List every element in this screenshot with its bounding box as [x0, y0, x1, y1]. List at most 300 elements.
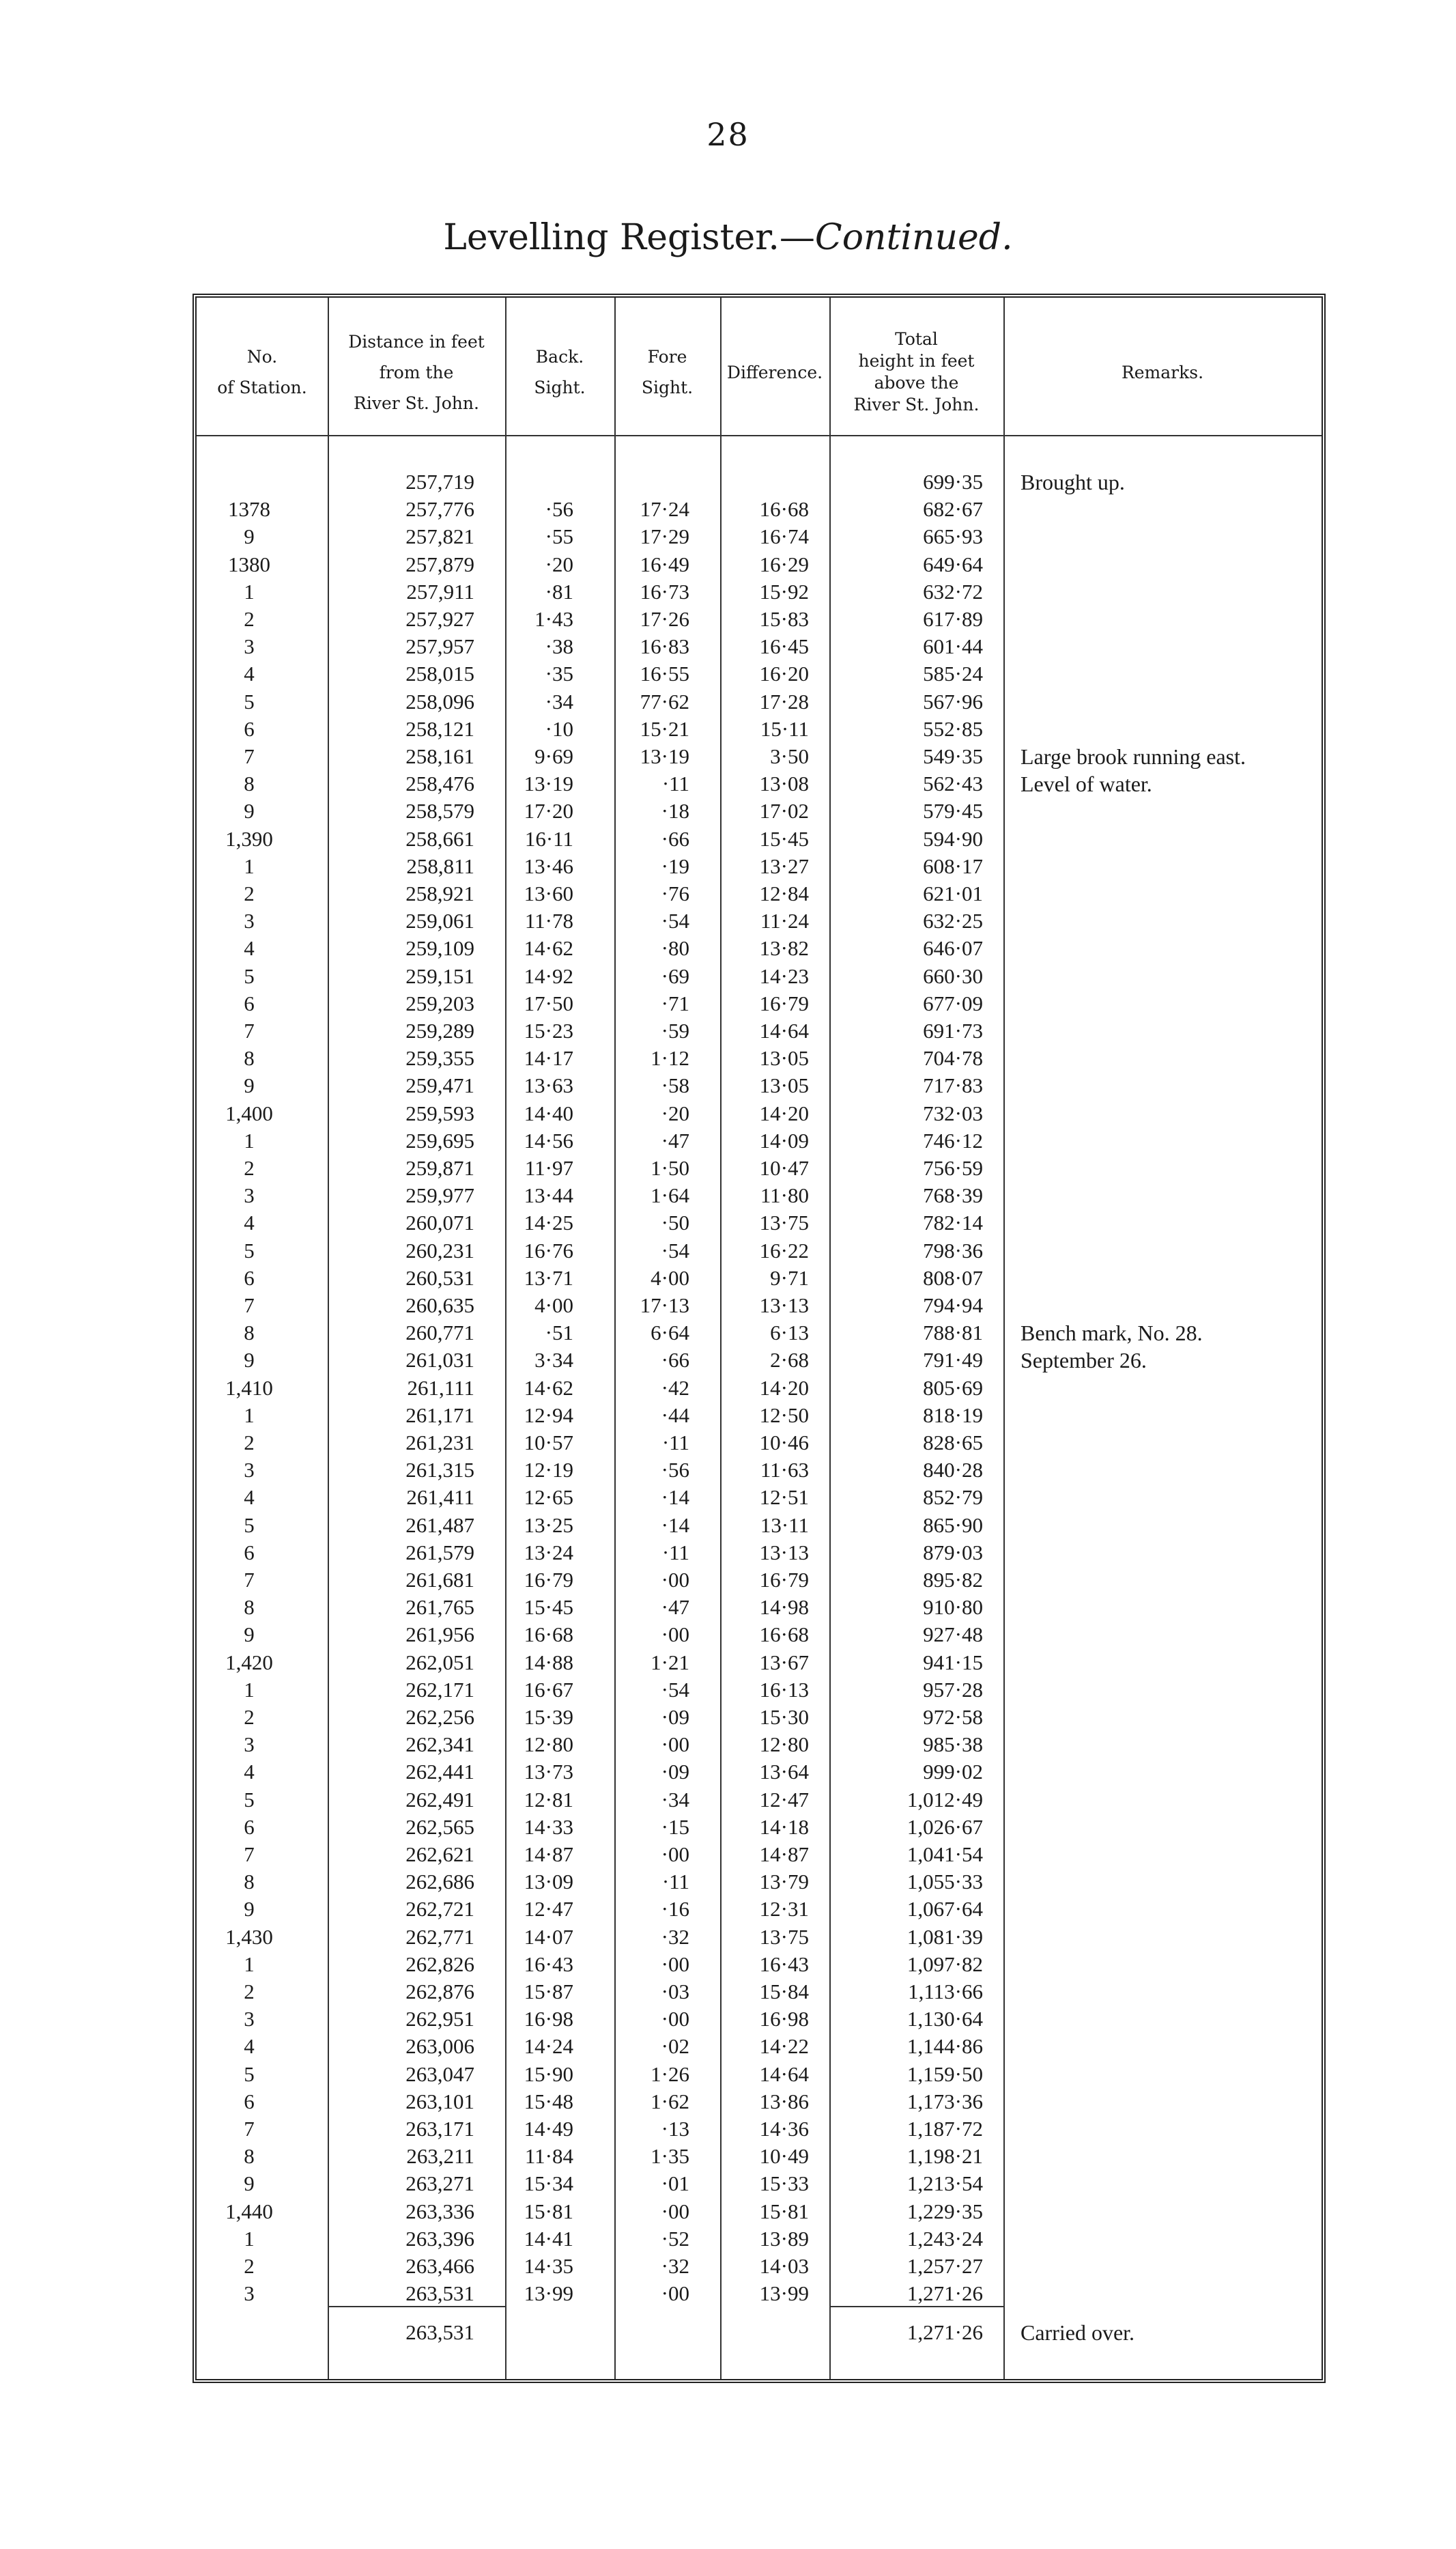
- station-no: 7: [244, 1019, 255, 1043]
- back-sight: 14·62: [524, 936, 573, 961]
- distance: 259,109: [405, 936, 474, 961]
- fore-sight: ·16: [661, 1897, 689, 1921]
- back-sight: 13·09: [524, 1870, 573, 1894]
- fore-sight: ·00: [661, 1568, 689, 1592]
- back-sight: ·56: [545, 497, 573, 522]
- fore-sight: ·44: [661, 1403, 689, 1427]
- header-fore-text: [642, 341, 693, 403]
- distance: 262,565: [405, 1814, 474, 1839]
- station-no: 1,430: [225, 1924, 273, 1949]
- back-sight: 15·90: [524, 2061, 573, 2086]
- distance: 262,491: [405, 1787, 474, 1812]
- back-sight: 14·62: [524, 1375, 573, 1400]
- station-no: 4: [244, 1211, 255, 1235]
- difference: 2·68: [770, 1348, 809, 1372]
- back-sight: 13·46: [524, 854, 573, 878]
- difference: 10·46: [759, 1431, 809, 1454]
- back-sight: 14·40: [524, 1101, 573, 1125]
- total-height: 791·49: [923, 1348, 983, 1372]
- station-no: 9: [244, 1073, 255, 1098]
- distance: 257,927: [405, 607, 474, 631]
- fore-sight: ·59: [661, 1019, 689, 1043]
- distance: 262,686: [405, 1870, 474, 1894]
- header-station-text: [217, 341, 306, 403]
- station-no: 9: [244, 1622, 255, 1647]
- header-line: River St. John.: [853, 395, 980, 414]
- fore-sight: ·00: [661, 1732, 689, 1757]
- distance: 262,951: [405, 2007, 474, 2031]
- total-height: 1,055·33: [907, 1870, 983, 1894]
- distance: 258,661: [405, 826, 474, 851]
- total-height: 865·90: [923, 1512, 983, 1537]
- total-height: 1,130·64: [907, 2007, 983, 2031]
- station-no: 6: [244, 716, 255, 741]
- back-sight: 16·11: [524, 826, 573, 851]
- fore-sight: 17·24: [640, 497, 689, 522]
- station-no: 5: [244, 1787, 255, 1812]
- total-height: 621·01: [923, 882, 983, 905]
- total-height: 818·19: [923, 1403, 983, 1427]
- header-remarks-text: [1122, 357, 1203, 388]
- header-difference: [720, 311, 829, 434]
- station-no: 1,400: [225, 1101, 273, 1125]
- distance: 261,487: [405, 1512, 474, 1537]
- station-no: 9: [244, 799, 255, 823]
- fore-sight: ·14: [661, 1485, 689, 1510]
- distance: 263,211: [406, 2144, 474, 2169]
- total-height: 649·64: [923, 552, 983, 576]
- total-height: 665·93: [923, 524, 983, 549]
- header-line: Remarks.: [1121, 362, 1204, 382]
- fore-sight: ·00: [661, 1842, 689, 1866]
- header-line: Back.: [535, 347, 584, 367]
- back-sight: 16·43: [524, 1952, 573, 1976]
- station-no: 3: [244, 1183, 255, 1208]
- back-sight: 14·24: [524, 2034, 573, 2059]
- total-height: 1,041·54: [907, 1842, 983, 1866]
- back-sight: 16·79: [524, 1568, 573, 1592]
- back-sight: 13·19: [524, 772, 573, 796]
- difference: 13·99: [759, 2281, 809, 2306]
- total-height: 646·07: [923, 936, 983, 961]
- total-height: 840·28: [923, 1458, 983, 1482]
- difference: 13·75: [759, 1924, 809, 1949]
- fore-sight: ·19: [661, 854, 689, 878]
- back-sight: ·20: [545, 552, 573, 576]
- total-height: 957·28: [923, 1677, 983, 1702]
- fore-sight: 15·21: [640, 716, 689, 741]
- difference: 14·98: [759, 1595, 809, 1620]
- fore-sight: ·52: [661, 2226, 689, 2251]
- difference: 13·13: [759, 1540, 809, 1564]
- fore-sight: ·54: [661, 909, 689, 933]
- station-no: 3: [244, 1458, 255, 1482]
- difference: 16·68: [759, 1622, 809, 1647]
- difference: 16·79: [759, 1568, 809, 1592]
- difference: 13·05: [759, 1046, 809, 1071]
- difference: 16·98: [759, 2007, 809, 2031]
- back-sight: 1·43: [534, 607, 573, 631]
- total-height: 1,187·72: [907, 2117, 983, 2141]
- total-height: 567·96: [923, 689, 983, 714]
- total-height: 798·36: [923, 1238, 983, 1263]
- total-height: 682·67: [923, 497, 983, 522]
- remark-text: Bench mark, No. 28.: [1020, 1321, 1203, 1346]
- station-no: 5: [244, 1512, 255, 1537]
- back-sight: 14·35: [524, 2254, 573, 2278]
- total-height: 617·89: [923, 607, 983, 631]
- station-no: 5: [244, 1238, 255, 1263]
- difference: 13·64: [759, 1760, 809, 1784]
- page-number: 28: [706, 116, 750, 153]
- distance: 258,121: [405, 716, 474, 741]
- station-no: 6: [244, 1265, 255, 1290]
- back-sight: 16·76: [524, 1238, 573, 1263]
- distance: 259,593: [405, 1101, 474, 1125]
- back-sight: 14·87: [524, 1842, 573, 1866]
- fore-sight: ·32: [661, 1924, 689, 1949]
- station-no: 3: [244, 2007, 255, 2031]
- back-sight: 16·67: [524, 1677, 573, 1702]
- total-height: 805·69: [923, 1375, 983, 1400]
- difference: 15·84: [759, 1980, 809, 2003]
- station-no: 9: [244, 524, 255, 549]
- total-height: 704·78: [923, 1046, 983, 1071]
- back-sight: 15·39: [524, 1705, 573, 1729]
- difference: 17·02: [759, 799, 809, 823]
- station-no: 8: [244, 1870, 255, 1894]
- distance: 261,411: [406, 1485, 474, 1510]
- column-rule: [1003, 298, 1005, 2379]
- difference: 14·18: [759, 1814, 809, 1839]
- fore-sight: 16·49: [640, 552, 689, 576]
- header-line: above the: [874, 373, 959, 393]
- fore-sight: 17·26: [640, 607, 689, 631]
- station-no: 5: [244, 689, 255, 714]
- difference: 15·11: [760, 716, 809, 741]
- distance: 262,826: [405, 1952, 474, 1976]
- distance: 260,771: [405, 1321, 474, 1345]
- station-no: 1: [244, 1952, 255, 1976]
- fore-sight: ·11: [661, 1431, 689, 1454]
- distance: 261,765: [405, 1595, 474, 1620]
- distance: 257,776: [405, 497, 474, 522]
- header-station: [197, 311, 328, 434]
- distance: 261,171: [405, 1403, 474, 1427]
- back-sight: 15·34: [524, 2171, 573, 2196]
- station-no: 4: [244, 2034, 255, 2059]
- difference: 16·22: [759, 1238, 809, 1263]
- station-no: 3: [244, 634, 255, 659]
- difference: 6·13: [770, 1321, 809, 1345]
- difference: 15·45: [759, 826, 809, 851]
- back-sight: ·10: [545, 716, 573, 741]
- distance: 261,579: [405, 1540, 474, 1564]
- fore-sight: ·00: [661, 1622, 689, 1647]
- station-no: 1: [244, 854, 255, 878]
- back-sight: ·34: [545, 689, 573, 714]
- total-height: 895·82: [923, 1568, 983, 1592]
- station-no: 5: [244, 963, 255, 988]
- total-height: 828·65: [923, 1431, 983, 1454]
- total-height: 972·58: [923, 1705, 983, 1729]
- back-sight: 17·50: [524, 991, 573, 1015]
- distance: 262,441: [405, 1760, 474, 1784]
- fore-sight: ·42: [661, 1375, 689, 1400]
- difference: 12·80: [759, 1732, 809, 1757]
- station-no: 1: [244, 1677, 255, 1702]
- fore-sight: 1·26: [651, 2061, 689, 2086]
- fore-sight: 1·62: [651, 2089, 689, 2113]
- station-no: 4: [244, 936, 255, 961]
- distance: 260,231: [405, 1238, 474, 1263]
- station-no: 9: [244, 1348, 255, 1372]
- fore-sight: 17·29: [640, 524, 689, 549]
- back-sight: 14·17: [524, 1046, 573, 1071]
- header-line: height in feet: [858, 351, 975, 371]
- carried-over-total: 1,271·26: [907, 2320, 983, 2344]
- distance: 259,355: [405, 1046, 474, 1071]
- difference: 16·43: [759, 1952, 809, 1976]
- difference: 13·13: [759, 1293, 809, 1317]
- fore-sight: 77·62: [640, 689, 689, 714]
- station-no: 6: [244, 991, 255, 1015]
- fore-sight: ·14: [661, 1512, 689, 1537]
- fore-sight: ·11: [661, 772, 689, 796]
- distance: 259,977: [405, 1183, 474, 1208]
- station-no: 7: [244, 1293, 255, 1317]
- fore-sight: ·76: [661, 882, 689, 905]
- header-line: Fore: [647, 347, 687, 367]
- distance: 259,871: [405, 1156, 474, 1180]
- total-height: 717·83: [923, 1073, 983, 1098]
- total-height: 1,012·49: [907, 1787, 983, 1812]
- fore-sight: ·18: [661, 799, 689, 823]
- total-height: 632·72: [923, 579, 983, 604]
- fore-sight: 16·55: [640, 662, 689, 686]
- distance: 258,921: [405, 882, 474, 905]
- fore-sight: ·20: [661, 1101, 689, 1125]
- distance: 258,476: [405, 772, 474, 796]
- difference: 15·83: [759, 607, 809, 631]
- carried-over-distance: 263,531: [405, 2320, 474, 2344]
- difference: 16·29: [759, 552, 809, 576]
- difference: 11·63: [760, 1458, 809, 1482]
- difference: 15·33: [759, 2171, 809, 2196]
- header-line: Distance in feet: [348, 331, 485, 352]
- distance: 258,811: [406, 854, 474, 878]
- station-no: 9: [244, 2171, 255, 2196]
- header-line: Total: [895, 329, 938, 349]
- difference: 11·24: [760, 909, 809, 933]
- station-no: 7: [244, 2117, 255, 2141]
- fore-sight: ·02: [661, 2034, 689, 2059]
- back-sight: 4·00: [534, 1293, 573, 1317]
- station-no: 2: [244, 882, 255, 905]
- distance: 260,071: [405, 1211, 474, 1235]
- fore-sight: ·09: [661, 1705, 689, 1729]
- station-no: 5: [244, 2061, 255, 2086]
- fore-sight: ·00: [661, 1952, 689, 1976]
- difference: 16·79: [759, 991, 809, 1015]
- distance: 259,203: [405, 991, 474, 1015]
- distance: 259,471: [405, 1073, 474, 1098]
- total-height: 1,113·66: [908, 1980, 983, 2003]
- fore-sight: ·11: [661, 1870, 689, 1894]
- station-no: 7: [244, 1842, 255, 1866]
- total-height: 788·81: [923, 1321, 983, 1345]
- distance: 262,256: [405, 1705, 474, 1729]
- header-line: No.: [246, 347, 278, 367]
- total-height: 1,257·27: [907, 2254, 983, 2278]
- fore-sight: 6·64: [651, 1321, 689, 1345]
- fore-sight: ·32: [661, 2254, 689, 2278]
- back-sight: 14·25: [524, 1211, 573, 1235]
- total-height: 1,173·36: [907, 2089, 983, 2113]
- station-no: 7: [244, 744, 255, 768]
- distance: 259,061: [405, 909, 474, 933]
- fore-sight: ·80: [661, 936, 689, 961]
- station-no: 1380: [228, 552, 270, 576]
- station-no: 8: [244, 1046, 255, 1071]
- distance: 261,111: [407, 1375, 474, 1400]
- station-no: 4: [244, 662, 255, 686]
- difference: 12·31: [759, 1897, 809, 1921]
- station-no: 3: [244, 1732, 255, 1757]
- remark-text: Level of water.: [1020, 772, 1152, 797]
- fore-sight: 13·19: [640, 744, 689, 768]
- total-height: 1,026·67: [907, 1814, 983, 1839]
- station-no: 2: [244, 1431, 255, 1454]
- difference: 13·75: [759, 1211, 809, 1235]
- back-sight: ·35: [545, 662, 573, 686]
- distance: 263,171: [405, 2117, 474, 2141]
- fore-sight: 1·21: [651, 1650, 689, 1674]
- remark-text: Large brook running east.: [1020, 744, 1246, 769]
- difference: 13·82: [759, 936, 809, 961]
- difference: 13·11: [760, 1512, 809, 1537]
- fore-sight: 1·12: [651, 1046, 689, 1071]
- total-height: 1,229·35: [907, 2199, 983, 2223]
- header-total-text: [854, 328, 980, 416]
- back-sight: 13·44: [524, 1183, 573, 1208]
- fore-sight: ·00: [661, 2007, 689, 2031]
- back-sight: 16·68: [524, 1622, 573, 1647]
- back-sight: 15·23: [524, 1019, 573, 1043]
- fore-sight: ·47: [661, 1128, 689, 1153]
- distance: 259,695: [405, 1128, 474, 1153]
- difference: 13·67: [759, 1650, 809, 1674]
- back-sight: ·51: [545, 1321, 573, 1345]
- fore-sight: 4·00: [651, 1265, 689, 1290]
- back-sight: 14·33: [524, 1814, 573, 1839]
- total-height: 1,097·82: [907, 1952, 983, 1976]
- back-sight: 14·07: [524, 1924, 573, 1949]
- total-height: 601·44: [923, 634, 983, 659]
- distance: 257,879: [405, 552, 474, 576]
- total-height: 677·09: [923, 991, 983, 1015]
- station-no: 1: [244, 2226, 255, 2251]
- distance: 257,957: [405, 634, 474, 659]
- difference: 14·64: [759, 1019, 809, 1043]
- fore-sight: ·71: [661, 991, 689, 1015]
- distance: 258,015: [405, 662, 474, 686]
- difference: 17·28: [759, 689, 809, 714]
- difference: 3·50: [770, 744, 809, 768]
- carry-rule: [829, 2306, 1003, 2307]
- station-no: 2: [244, 1980, 255, 2003]
- distance: 262,771: [405, 1924, 474, 1949]
- difference: 11·80: [760, 1183, 809, 1208]
- distance: 259,289: [405, 1019, 474, 1043]
- difference: 10·47: [759, 1156, 809, 1180]
- difference: 15·92: [759, 579, 809, 604]
- station-no: 8: [244, 2144, 255, 2169]
- station-no: 2: [244, 1705, 255, 1729]
- difference: 12·51: [759, 1485, 809, 1510]
- difference: 14·20: [759, 1375, 809, 1400]
- back-sight: 10·57: [524, 1431, 573, 1454]
- difference: 14·87: [759, 1842, 809, 1866]
- distance: 259,151: [405, 963, 474, 988]
- total-height: 1,198·21: [907, 2144, 983, 2169]
- total-height: 808·07: [923, 1265, 983, 1290]
- distance: 263,101: [405, 2089, 474, 2113]
- distance: 263,047: [405, 2061, 474, 2086]
- difference: 13·89: [759, 2226, 809, 2251]
- station-no: 8: [244, 1321, 255, 1345]
- distance: 263,006: [405, 2034, 474, 2059]
- header-back-text: [534, 341, 585, 403]
- total-height: 1,067·64: [907, 1897, 983, 1921]
- fore-sight: 1·50: [651, 1156, 689, 1180]
- difference: 15·81: [759, 2199, 809, 2223]
- difference: 10·49: [759, 2144, 809, 2169]
- difference: 9·71: [770, 1265, 809, 1290]
- difference: 16·68: [759, 497, 809, 522]
- header-fore: [614, 311, 720, 434]
- total-height: 1,144·86: [907, 2034, 983, 2059]
- header-total: [829, 311, 1003, 434]
- fore-sight: ·34: [661, 1787, 689, 1812]
- back-sight: 12·19: [524, 1458, 573, 1482]
- difference: 13·05: [759, 1073, 809, 1098]
- total-height: 794·94: [923, 1293, 983, 1317]
- distance: 262,876: [405, 1980, 474, 2003]
- total-height: 1,271·26: [907, 2281, 983, 2306]
- station-no: 8: [244, 772, 255, 796]
- total-height: 608·17: [923, 854, 983, 878]
- distance: 262,171: [405, 1677, 474, 1702]
- total-height: 927·48: [923, 1622, 983, 1647]
- fore-sight: ·13: [661, 2117, 689, 2141]
- fore-sight: ·00: [661, 2199, 689, 2223]
- station-no: 2: [244, 1156, 255, 1180]
- back-sight: 13·25: [524, 1512, 573, 1537]
- difference: 16·45: [759, 634, 809, 659]
- difference: 12·50: [759, 1403, 809, 1427]
- fore-sight: ·15: [661, 1814, 689, 1839]
- distance: 263,531: [405, 2281, 474, 2306]
- total-height: 552·85: [923, 716, 983, 741]
- distance: 263,271: [405, 2171, 474, 2196]
- back-sight: 13·24: [524, 1540, 573, 1564]
- difference: 12·84: [759, 882, 809, 905]
- back-sight: ·81: [545, 579, 573, 604]
- difference: 14·36: [759, 2117, 809, 2141]
- fore-sight: ·11: [661, 1540, 689, 1564]
- total-height: 1,081·39: [907, 1924, 983, 1949]
